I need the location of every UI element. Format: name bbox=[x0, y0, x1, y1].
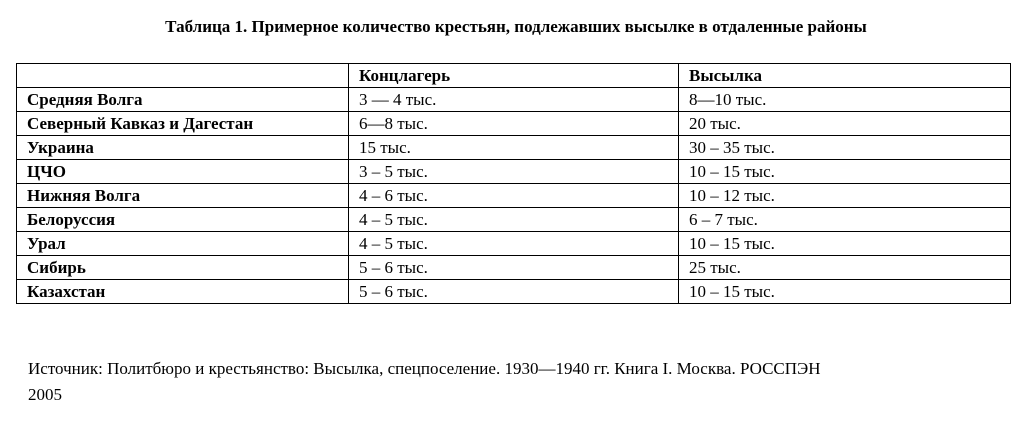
table-row bbox=[17, 160, 1011, 184]
region-cell: Средняя Волга bbox=[17, 88, 349, 112]
camp-cell: 3 — 4 тыс. bbox=[349, 88, 679, 112]
source-line-2: 2005 bbox=[28, 385, 62, 404]
exile-cell: 30 – 35 тыс. bbox=[679, 136, 1011, 160]
camp-cell: 4 – 5 тыс. bbox=[349, 232, 679, 256]
region-cell: Казахстан bbox=[17, 280, 349, 304]
table-title: Таблица 1. Примерное количество крестьян, подлежавших высылке в отдаленные районы bbox=[165, 17, 867, 36]
table-row bbox=[17, 256, 1011, 280]
region-cell: Сибирь bbox=[17, 256, 349, 280]
table-row bbox=[17, 280, 1011, 304]
camp-cell: 4 – 5 тыс. bbox=[349, 208, 679, 232]
table-row bbox=[17, 208, 1011, 232]
exile-cell: 10 – 15 тыс. bbox=[679, 232, 1011, 256]
header-region bbox=[17, 64, 349, 88]
source-line-1: Источник: Политбюро и крестьянство: Высылка, спецпоселение. 1930—1940 гг. Книга I. Москва. РОССПЭН bbox=[28, 359, 821, 378]
data-table bbox=[16, 63, 1011, 304]
header-camp: Концлагерь bbox=[349, 64, 679, 88]
region-cell: Урал bbox=[17, 232, 349, 256]
region-cell: ЦЧО bbox=[17, 160, 349, 184]
source-note bbox=[28, 356, 998, 408]
exile-cell: 20 тыс. bbox=[679, 112, 1011, 136]
exile-cell: 10 – 15 тыс. bbox=[679, 280, 1011, 304]
region-cell: Белоруссия bbox=[17, 208, 349, 232]
exile-cell: 8—10 тыс. bbox=[679, 88, 1011, 112]
table-row bbox=[17, 184, 1011, 208]
header-exile: Высылка bbox=[679, 64, 1011, 88]
region-cell: Украина bbox=[17, 136, 349, 160]
camp-cell: 6—8 тыс. bbox=[349, 112, 679, 136]
table-row bbox=[17, 232, 1011, 256]
table-row bbox=[17, 136, 1011, 160]
camp-cell: 5 – 6 тыс. bbox=[349, 256, 679, 280]
camp-cell: 15 тыс. bbox=[349, 136, 679, 160]
table-row bbox=[17, 88, 1011, 112]
exile-cell: 10 – 12 тыс. bbox=[679, 184, 1011, 208]
exile-cell: 10 – 15 тыс. bbox=[679, 160, 1011, 184]
camp-cell: 3 – 5 тыс. bbox=[349, 160, 679, 184]
camp-cell: 5 – 6 тыс. bbox=[349, 280, 679, 304]
exile-cell: 25 тыс. bbox=[679, 256, 1011, 280]
region-cell: Нижняя Волга bbox=[17, 184, 349, 208]
camp-cell: 4 – 6 тыс. bbox=[349, 184, 679, 208]
table-row bbox=[17, 112, 1011, 136]
exile-cell: 6 – 7 тыс. bbox=[679, 208, 1011, 232]
table-header-row bbox=[17, 64, 1011, 88]
region-cell: Северный Кавказ и Дагестан bbox=[17, 112, 349, 136]
